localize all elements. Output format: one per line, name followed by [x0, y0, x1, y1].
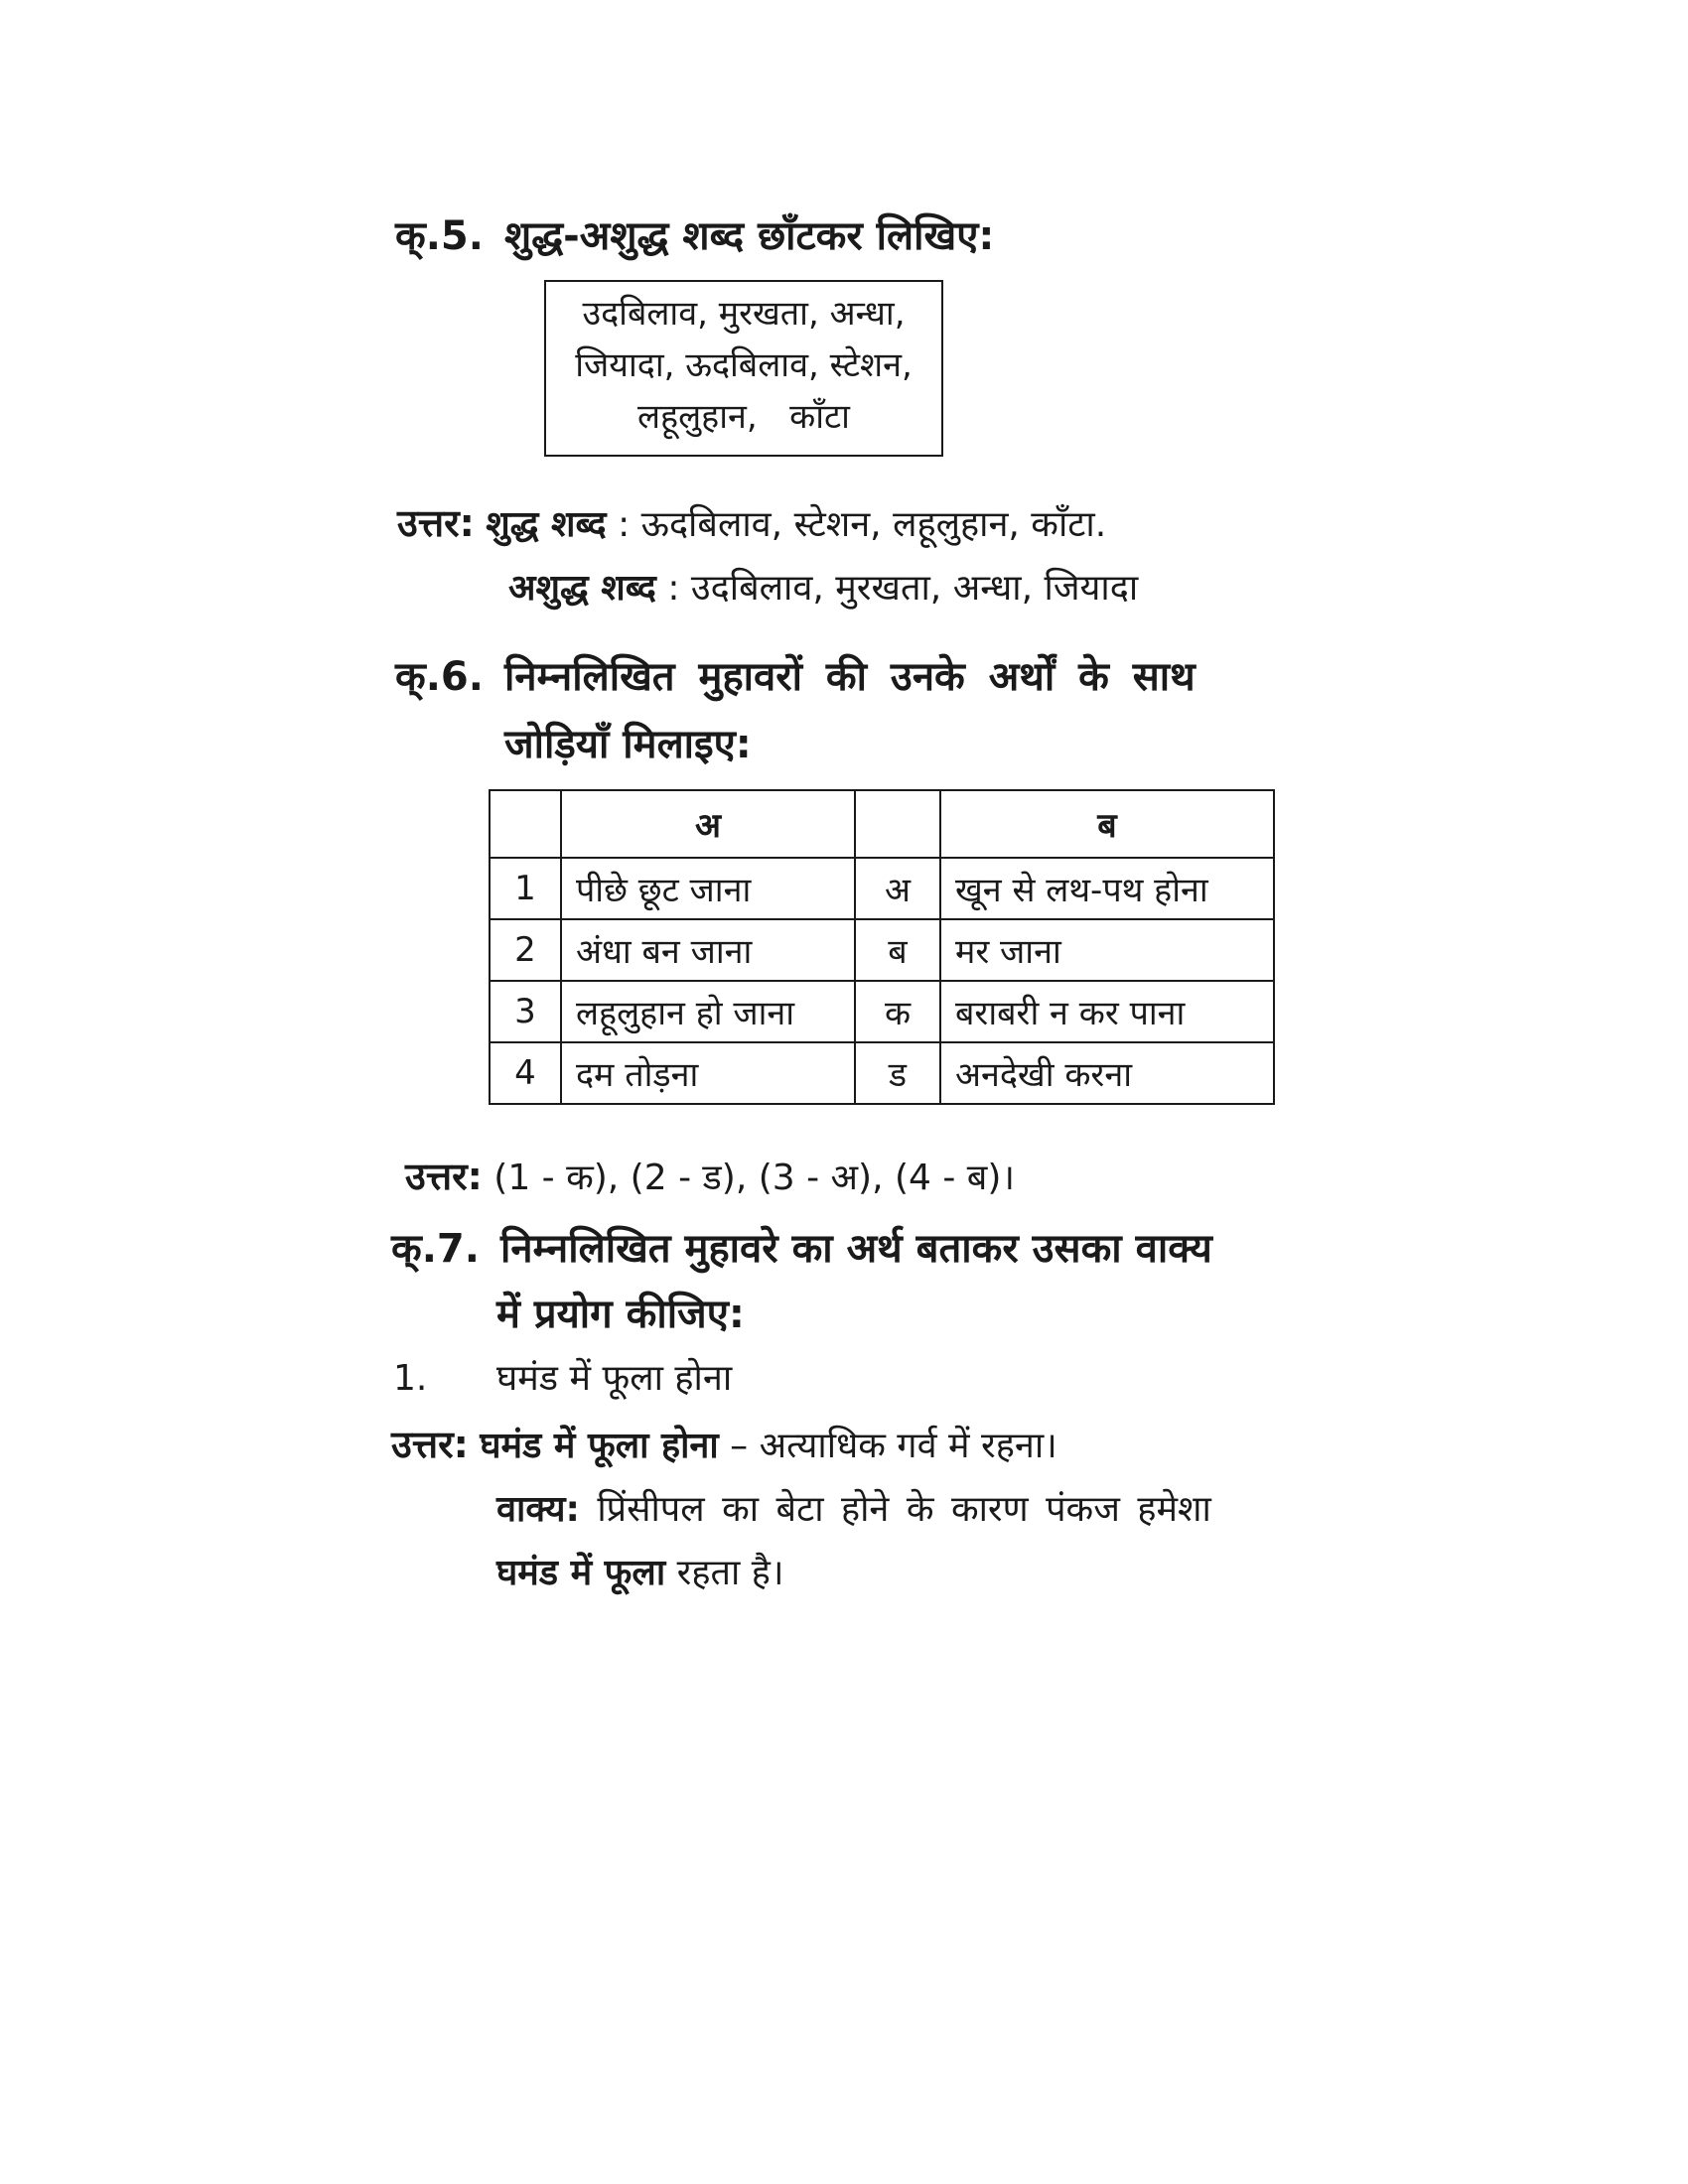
- q6-heading-line2: [504, 715, 752, 769]
- letter-cell: ड: [855, 1042, 940, 1104]
- table-row: [490, 1042, 1274, 1104]
- idiom-cell: लहूलुहान हो जाना: [561, 981, 855, 1042]
- meaning-cell: अनदेखी करना: [940, 1042, 1274, 1104]
- q6-answer-text: (1 - क), (2 - ड), (3 - अ), (4 - ब)।: [493, 1158, 1016, 1198]
- q7-answer-label: उत्तर:: [391, 1423, 469, 1466]
- q7-title-line1: निम्नलिखित मुहावरे का अर्थ बताकर उसका वाक्य: [500, 1226, 1212, 1272]
- sentence-label: वाक्य:: [496, 1489, 580, 1530]
- table-row: [490, 919, 1274, 981]
- q6-title-line2: जोड़ियाँ मिलाइए:: [504, 722, 752, 767]
- sentence-text-line1: प्रिंसीपल का बेटा होने के कारण पंकज हमेशा: [579, 1489, 1211, 1530]
- q5-number: क्.5.: [395, 213, 484, 259]
- row-num: 2: [490, 919, 561, 981]
- header-letter: [855, 790, 940, 858]
- letter-cell: अ: [855, 858, 940, 919]
- q5-heading: [395, 206, 994, 261]
- q5-answer-label: उत्तर:: [397, 501, 475, 545]
- header-num: [490, 790, 561, 858]
- letter-cell: क: [855, 981, 940, 1042]
- q7-title-line2: में प्रयोग कीजिए:: [496, 1292, 745, 1337]
- incorrect-words-label: अशुद्ध शब्द: [508, 568, 656, 609]
- word-box-line-3: लहूलुहान, काँटा: [637, 397, 850, 437]
- row-num: 4: [490, 1042, 561, 1104]
- table-row: [490, 981, 1274, 1042]
- q7-answer: [391, 1418, 1057, 1469]
- match-table: [489, 789, 1275, 1105]
- q7-answer-meaning: – अत्याधिक गर्व में रहना।: [718, 1426, 1057, 1466]
- q7-heading-line2: [496, 1285, 745, 1339]
- sentence-text-line2: रहता है।: [665, 1553, 784, 1593]
- meaning-cell: बराबरी न कर पाना: [940, 981, 1274, 1042]
- q5-answer-correct: [397, 496, 1106, 548]
- table-header-row: [490, 790, 1274, 858]
- q6-answer: [405, 1150, 1015, 1201]
- meaning-cell: खून से लथ-पथ होना: [940, 858, 1274, 919]
- q5-title: शुद्ध-अशुद्ध शब्द छाँटकर लिखिए:: [504, 213, 995, 259]
- q7-sentence-line2: [496, 1547, 784, 1595]
- q7-heading-line1: [391, 1219, 1212, 1274]
- q7-item-number: 1.: [393, 1358, 428, 1399]
- word-box-line-2: जियादा, ऊदबिलाव, स्टेशन,: [575, 345, 913, 385]
- q7-number: क्.7.: [391, 1226, 480, 1272]
- q6-heading-line1: [395, 647, 1196, 702]
- table-row: [490, 858, 1274, 919]
- sentence-idiom: घमंड में फूला: [496, 1553, 666, 1593]
- q6-answer-label: उत्तर:: [405, 1155, 483, 1198]
- header-col-a: अ: [561, 790, 855, 858]
- idiom-cell: दम तोड़ना: [561, 1042, 855, 1104]
- q7-answer-idiom: घमंड में फूला होना: [480, 1426, 719, 1466]
- q7-item: [393, 1352, 732, 1401]
- q7-item-text: घमंड में फूला होना: [496, 1358, 733, 1399]
- incorrect-words-list: : उदबिलाव, मुरखता, अन्धा, जियादा: [667, 568, 1139, 609]
- correct-words-label: शुद्ध शब्द: [486, 504, 607, 545]
- meaning-cell: मर जाना: [940, 919, 1274, 981]
- q7-sentence-line1: [496, 1483, 1211, 1532]
- idiom-cell: अंधा बन जाना: [561, 919, 855, 981]
- correct-words-list: : ऊदबिलाव, स्टेशन, लहूलुहान, काँटा.: [618, 504, 1107, 545]
- q5-answer-incorrect: [508, 562, 1138, 611]
- word-box-line-1: उदबिलाव, मुरखता, अन्धा,: [582, 294, 906, 334]
- word-box: [544, 280, 943, 457]
- header-col-b: ब: [940, 790, 1274, 858]
- row-num: 3: [490, 981, 561, 1042]
- letter-cell: ब: [855, 919, 940, 981]
- q6-number: क्.6.: [395, 654, 484, 700]
- row-num: 1: [490, 858, 561, 919]
- q6-title-line1: निम्नलिखित मुहावरों की उनके अर्थों के साथ: [504, 654, 1196, 700]
- idiom-cell: पीछे छूट जाना: [561, 858, 855, 919]
